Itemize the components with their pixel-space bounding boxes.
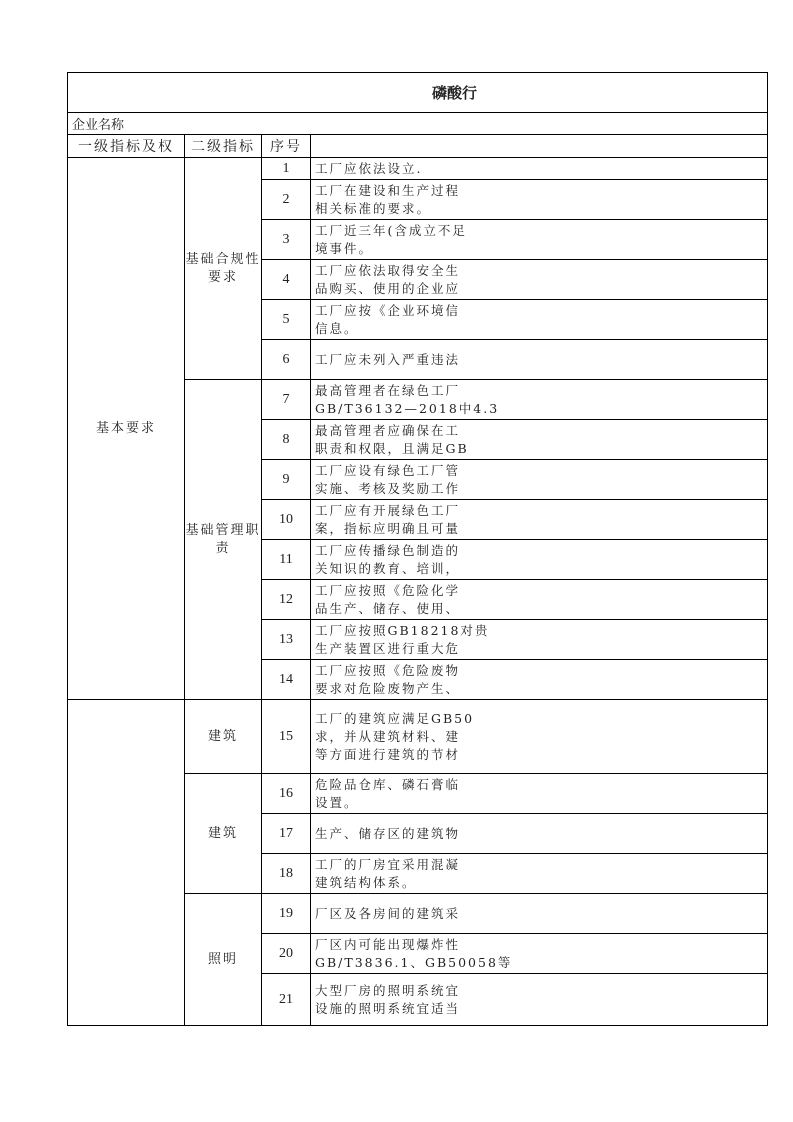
row-number: 7 (262, 380, 311, 420)
requirement-text: 工厂应依法取得安全生 品购买、使用的企业应 (311, 260, 768, 300)
requirement-text: 工厂应有开展绿色工厂 案，指标应明确且可量 (311, 500, 768, 540)
row-number: 16 (262, 774, 311, 814)
requirement-text: 工厂应按照GB18218对贵 生产装置区进行重大危 (311, 620, 768, 660)
requirement-text: 工厂的厂房宜采用混凝 建筑结构体系。 (311, 854, 768, 894)
level2-indicator: 基础合规性要求 (185, 158, 262, 380)
requirement-text: 危险品仓库、磷石膏临 设置。 (311, 774, 768, 814)
level2-indicator: 建筑 (185, 700, 262, 774)
requirement-text: 厂区及各房间的建筑采 (311, 894, 768, 934)
table-title: 磷酸行 (68, 73, 768, 113)
header-level1: 一级指标及权 (68, 135, 185, 158)
level2-indicator: 基础管理职责 (185, 380, 262, 700)
header-level2: 二级指标 (185, 135, 262, 158)
evaluation-table-viewport (67, 72, 513, 1026)
row-number: 15 (262, 700, 311, 774)
row-number: 13 (262, 620, 311, 660)
row-number: 18 (262, 854, 311, 894)
table-row (68, 158, 768, 180)
requirement-text: 工厂应按照《危险废物 要求对危险废物产生、 (311, 660, 768, 700)
header-content (311, 135, 768, 158)
requirement-text: 工厂应传播绿色制造的 关知识的教育、培训， (311, 540, 768, 580)
evaluation-table (67, 72, 768, 1026)
row-number: 19 (262, 894, 311, 934)
row-number: 17 (262, 814, 311, 854)
level1-indicator (68, 700, 185, 1026)
row-number: 21 (262, 974, 311, 1026)
row-number: 5 (262, 300, 311, 340)
row-number: 2 (262, 180, 311, 220)
level1-indicator: 基本要求 (68, 158, 185, 700)
row-number: 9 (262, 460, 311, 500)
requirement-text: 工厂应设有绿色工厂管 实施、考核及奖励工作 (311, 460, 768, 500)
level2-indicator: 建筑 (185, 774, 262, 894)
row-number: 8 (262, 420, 311, 460)
requirement-text: 工厂应未列入严重违法 (311, 340, 768, 380)
row-number: 12 (262, 580, 311, 620)
row-number: 6 (262, 340, 311, 380)
requirement-text: 工厂应依法设立. (311, 158, 768, 180)
table-row (68, 700, 768, 774)
requirement-text: 工厂应按《企业环境信 信息。 (311, 300, 768, 340)
row-number: 11 (262, 540, 311, 580)
requirement-text: 工厂的建筑应满足GB50 求，并从建筑材料、建 等方面进行建筑的节材 (311, 700, 768, 774)
requirement-text: 大型厂房的照明系统宜 设施的照明系统宜适当 (311, 974, 768, 1026)
level2-indicator: 照明 (185, 894, 262, 1026)
row-number: 4 (262, 260, 311, 300)
requirement-text: 工厂应按照《危险化学 品生产、储存、使用、 (311, 580, 768, 620)
row-number: 14 (262, 660, 311, 700)
requirement-text: 工厂在建设和生产过程 相关标准的要求。 (311, 180, 768, 220)
requirement-text: 生产、储存区的建筑物 (311, 814, 768, 854)
header-seq: 序号 (262, 135, 311, 158)
row-number: 10 (262, 500, 311, 540)
row-number: 20 (262, 934, 311, 974)
requirement-text: 工厂近三年(含成立不足 境事件。 (311, 220, 768, 260)
enterprise-name-label: 企业名称 (68, 113, 768, 135)
requirement-text: 厂区内可能出现爆炸性 GB/T3836.1、GB50058等 (311, 934, 768, 974)
requirement-text: 最高管理者在绿色工厂 GB/T36132—2018中4.3 (311, 380, 768, 420)
row-number: 1 (262, 158, 311, 180)
row-number: 3 (262, 220, 311, 260)
requirement-text: 最高管理者应确保在工 职责和权限，且满足GB (311, 420, 768, 460)
